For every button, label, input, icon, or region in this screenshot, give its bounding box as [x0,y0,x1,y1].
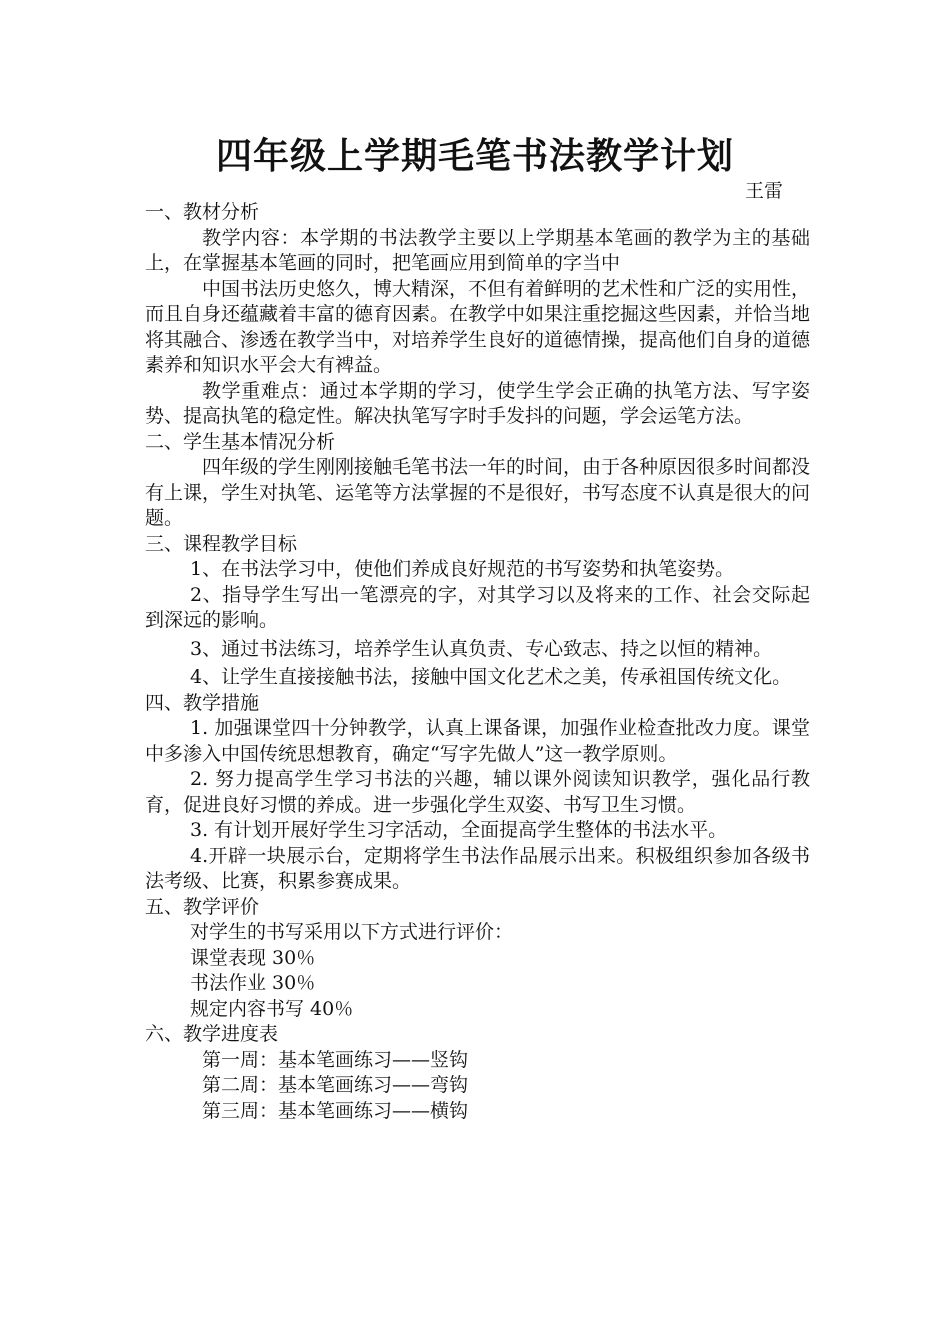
schedule-week: 第二周：基本笔画练习——弯钩 [202,1074,469,1096]
goal-item: 1、在书法学习中，使他们养成良好规范的书写姿势和执笔姿势。 [190,558,735,580]
section-heading-3: 三、课程教学目标 [145,532,298,555]
document-title: 四年级上学期毛笔书法教学计划 [215,136,734,177]
evaluation-line: 规定内容书写 40％ [190,997,354,1020]
measure-item: 4.开辟一块展示台，定期将学生书法作品展示出来。积极组织参加各级书法考级、比赛，积累参赛成果。 [145,844,810,892]
section-heading-2: 二、学生基本情况分析 [145,430,336,453]
goal-item: 3、通过书法练习，培养学生认真负责、专心致志、持之以恒的精神。 [190,637,773,660]
author-name: 王雷 [745,180,784,202]
schedule-week: 第三周：基本笔画练习——横钩 [202,1099,469,1122]
evaluation-line: 书法作业 30％ [190,972,316,994]
paragraph-teaching-content: 教学内容：本学期的书法教学主要以上学期基本笔画的教学为主的基础上，在掌握基本笔画的同时，把笔画应用到简单的字当中 [145,226,810,274]
section-heading-6: 六、教学进度表 [145,1023,279,1045]
section-heading-5: 五、教学评价 [145,895,260,918]
paragraph-student-situation: 四年级的学生刚刚接触毛笔书法一年的时间，由于各种原因很多时间都没有上课，学生对执笔、运笔等方法掌握的不是很好，书写态度不认真是很大的问题。 [145,456,811,529]
evaluation-line: 课堂表现 30％ [190,946,316,969]
goal-item: 4、让学生直接接触书法，接触中国文化艺术之美，传承祖国传统文化。 [190,666,792,688]
section-heading-1: 一、教材分析 [145,201,260,223]
schedule-week: 第一周：基本笔画练习——竖钩 [202,1048,469,1071]
section-heading-4: 四、教学措施 [145,691,260,714]
goal-item: 2、指导学生写出一笔漂亮的字，对其学习以及将来的工作、社会交际起到深远的影响。 [145,583,810,631]
paragraph-calligraphy-history: 中国书法历史悠久，博大精深，不但有着鲜明的艺术性和广泛的实用性，而且自身还蕴藏着丰富的德育因素。在教学中如果注重挖掘这些因素，并恰当地将其融合、渗透在教学当中，对培养学生良好的道德情操，提高他们自身的道德素养和知识水平会大有裨益。 [145,277,811,376]
document-body [145,200,810,1124]
measure-item: 2. 努力提高学生学习书法的兴趣，辅以课外阅读知识教学，强化品行教育，促进良好习惯的养成。进一步强化学生双姿、书写卫生习惯。 [145,768,810,816]
paragraph-key-difficulties: 教学重难点：通过本学期的学习，使学生学会正确的执笔方法、写字姿势、提高执笔的稳定性。解决执笔写字时手发抖的问题，学会运笔方法。 [145,379,810,427]
evaluation-line: 对学生的书写采用以下方式进行评价： [190,921,514,943]
measure-item: 3. 有计划开展好学生习字活动，全面提高学生整体的书法水平。 [190,819,728,841]
measure-item: 1. 加强课堂四十分钟教学，认真上课备课，加强作业检查批改力度。课堂中多渗入中国传统思想教育，确定“写字先做人”这一教学原则。 [145,717,810,765]
